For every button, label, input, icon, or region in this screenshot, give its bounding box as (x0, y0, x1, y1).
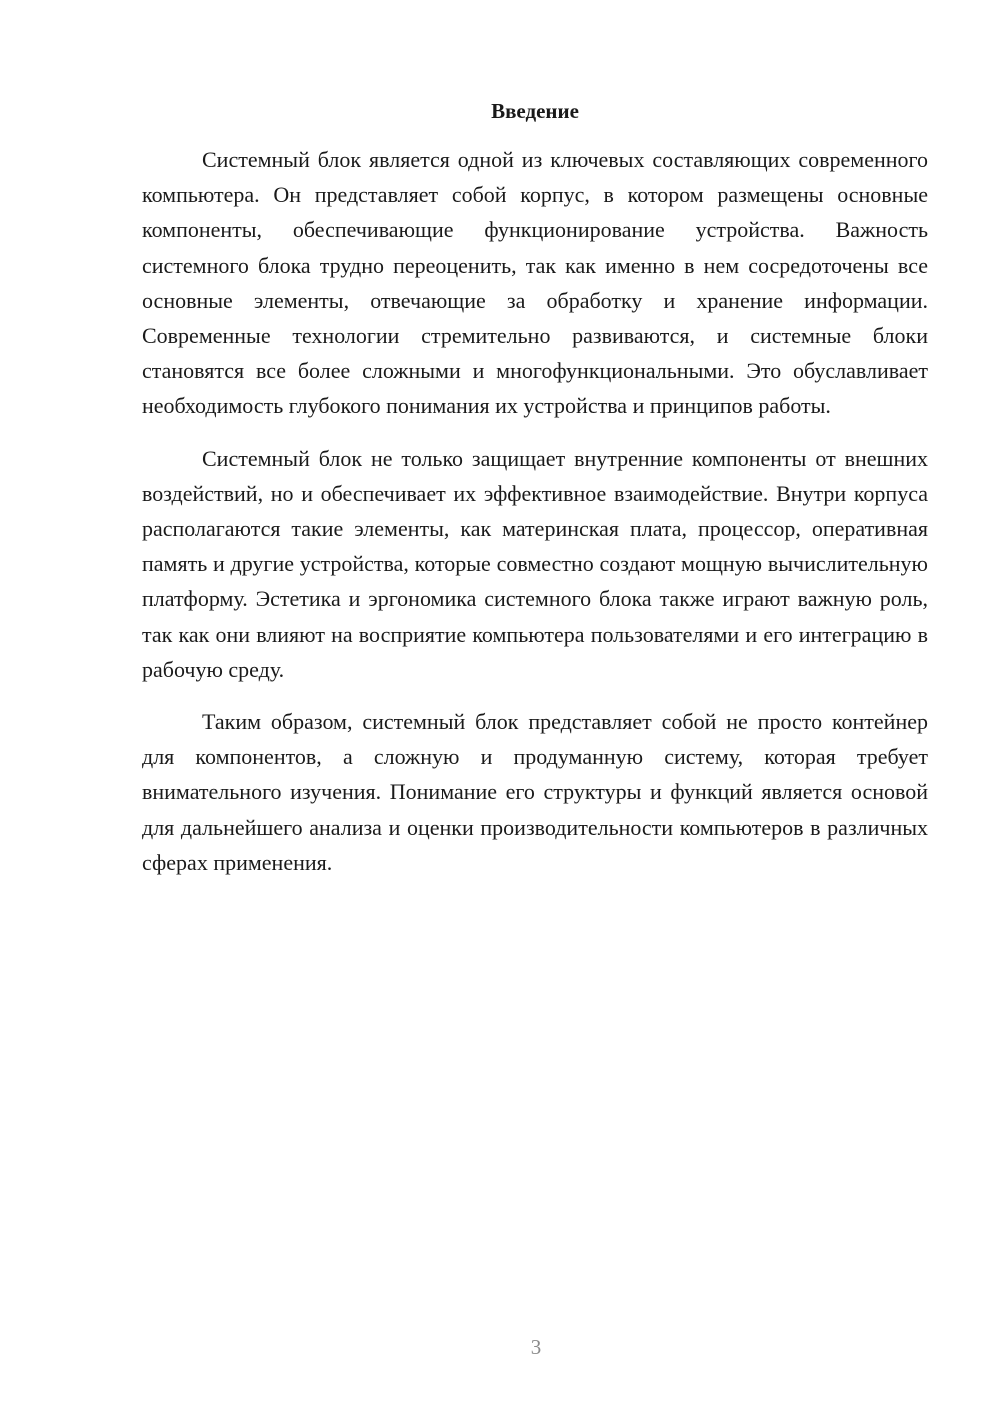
page-number: 3 (530, 1335, 542, 1359)
paragraph-2: Системный блок не только защищает внутренние компоненты от внешних воздействий, но и обеспечивает их эффективное взаимодействие. Внутри корпуса располагаются такие элементы, как материнская плата, процессор, оперативная память и другие устройства, которые совместно создают мощную вычислительную платформу. Эстетика и эргономика системного блока также играют важную роль, так как они влияют на восприятие компьютера пользователями и его интеграцию в рабочую среду. (142, 445, 928, 682)
body-text (142, 142, 928, 897)
section-heading: Введение (491, 99, 579, 123)
paragraph-3: Таким образом, системный блок представляет собой не просто контейнер для компонентов, а сложную и продуманную систему, которая требует внимательного изучения. Понимание его структуры и функций является основой для дальнейшего анализа и оценки производительности компьютеров в различных сферах применения. (142, 709, 928, 875)
paragraph-1: Системный блок является одной из ключевых составляющих современного компьютера. Он представляет собой корпус, в котором размещены основные компоненты, обеспечивающие функционирование устройства. Важность системного блока трудно переоценить, так как именно в нем сосредоточены все основные элементы, отвечающие за обработку и хранение информации. Современные технологии стремительно развиваются, и системные блоки становятся все более сложными и многофункциональными. Это обуславливает необходимость глубокого понимания их устройства и принципов работы. (142, 147, 928, 419)
